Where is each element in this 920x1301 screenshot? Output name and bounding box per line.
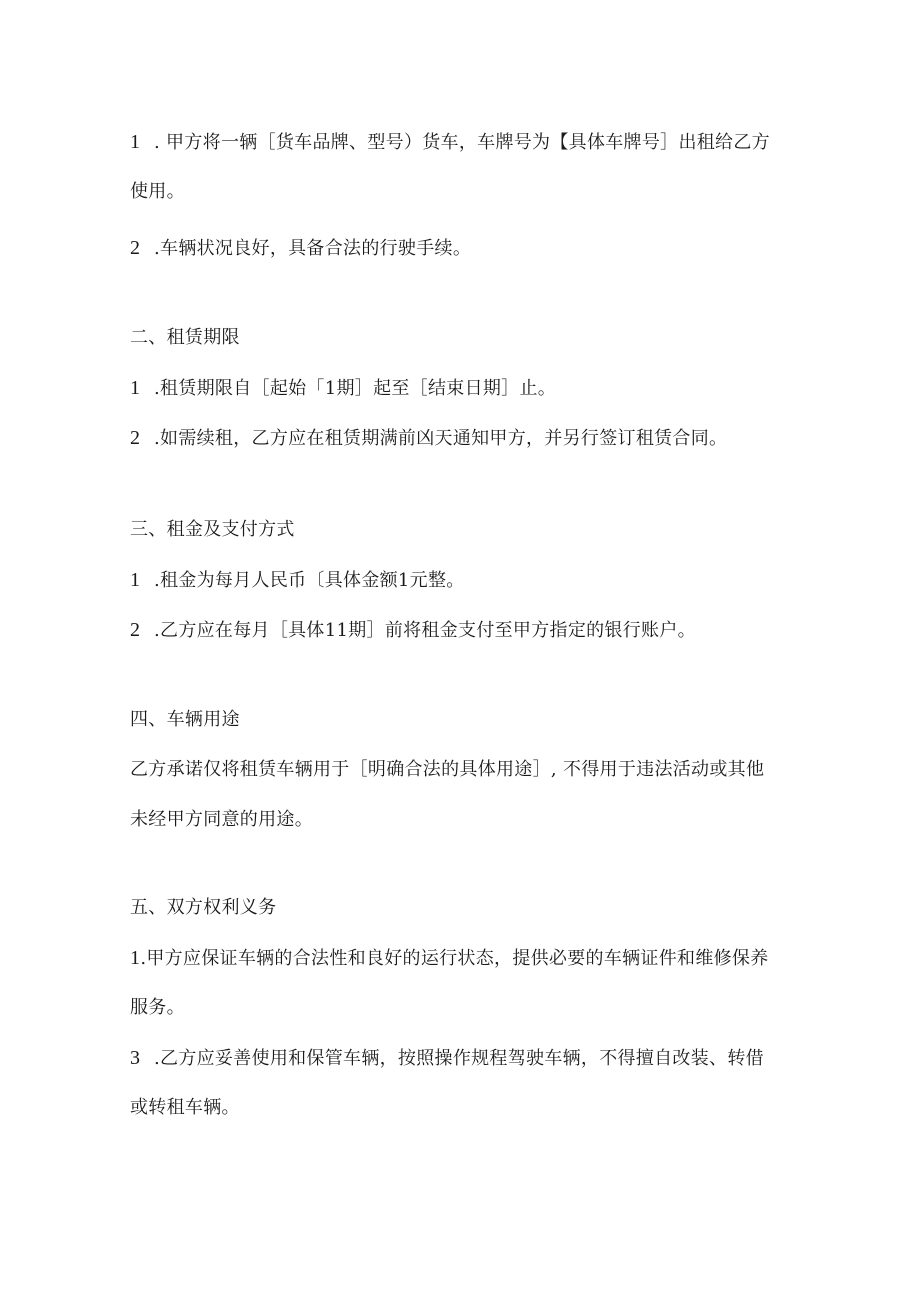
item-number: 2 bbox=[130, 427, 141, 449]
clause-1-1-continuation: 使用。 bbox=[130, 181, 185, 202]
item-text: .乙方应在每月［具体11期］前将租金支付至甲方指定的银行账户。 bbox=[154, 620, 696, 641]
item-number: 2 bbox=[130, 619, 141, 641]
clause-2-1 bbox=[130, 376, 790, 401]
item-number: 1 bbox=[130, 569, 141, 591]
item-number: 1 bbox=[130, 131, 141, 153]
section-heading-vehicle-use: 四、车辆用途 bbox=[130, 709, 240, 730]
item-text: .乙方应妥善使用和保管车辆，按照操作规程驾驶车辆，不得擅自改装、转借 bbox=[154, 1048, 764, 1069]
item-text: .车辆状况良好，具备合法的行驶手续。 bbox=[154, 238, 472, 259]
clause-5-3-continuation: 或转租车辆。 bbox=[130, 1097, 240, 1118]
clause-2-2 bbox=[130, 426, 790, 451]
clause-5-1 bbox=[130, 946, 790, 971]
clause-1-1 bbox=[130, 130, 790, 155]
section-heading-rights-obligations: 五、双方权利义务 bbox=[130, 897, 277, 918]
item-number: 3 bbox=[130, 1047, 141, 1069]
item-text: .租金为每月人民币〔具体金额1元整。 bbox=[154, 570, 465, 591]
item-text: .甲方应保证车辆的合法性和良好的运行状态，提供必要的车辆证件和维修保养 bbox=[140, 948, 769, 969]
item-number: 2 bbox=[130, 237, 141, 259]
item-text: .租赁期限自［起始「1期］起至［结束日期］止。 bbox=[154, 378, 557, 399]
clause-4-continuation: 未经甲方同意的用途。 bbox=[130, 809, 313, 830]
clause-5-3 bbox=[130, 1046, 790, 1071]
item-text: .如需续租，乙方应在租赁期满前凶天通知甲方，并另行签订租赁合同。 bbox=[154, 428, 728, 449]
clause-4-para: 乙方承诺仅将租赁车辆用于［明确合法的具体用途］, 不得用于违法活动或其他 bbox=[130, 759, 765, 780]
clause-3-2 bbox=[130, 618, 790, 643]
section-heading-lease-term: 二、租赁期限 bbox=[130, 327, 240, 348]
clause-3-1 bbox=[130, 568, 790, 593]
clause-5-1-continuation: 服务。 bbox=[130, 997, 185, 1018]
item-number: 1 bbox=[130, 947, 141, 969]
section-heading-rent-payment: 三、租金及支付方式 bbox=[130, 519, 295, 540]
item-text: . 甲方将一辆［货车品牌、型号）货车，车牌号为【具体车牌号］出租给乙方 bbox=[154, 132, 770, 153]
item-number: 1 bbox=[130, 377, 141, 399]
clause-1-2 bbox=[130, 236, 790, 261]
